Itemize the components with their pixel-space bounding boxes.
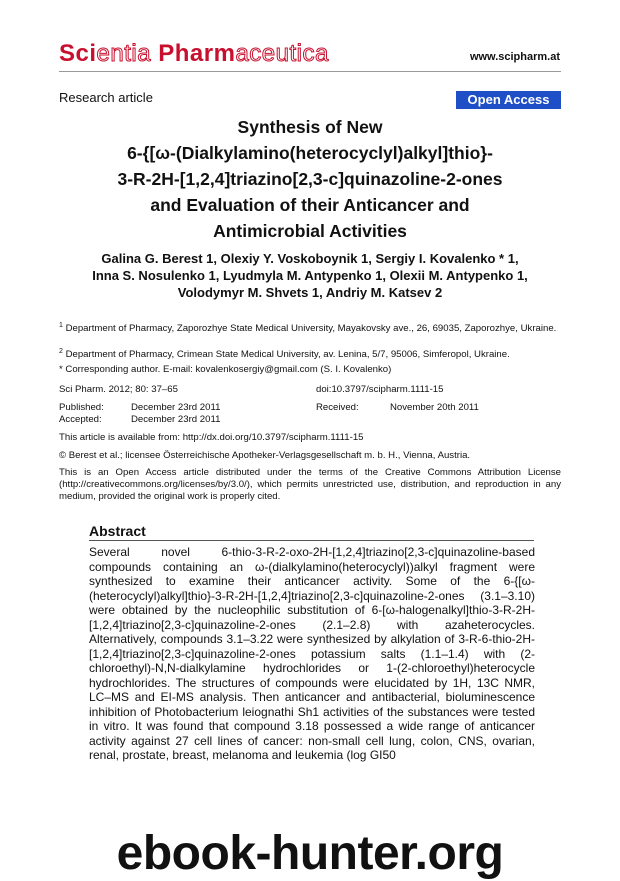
author-list <box>59 250 561 301</box>
published-date: December 23rd 2011 <box>131 402 221 413</box>
authors-line-3: Volodymyr M. Shvets 1, Andriy M. Katsev 2 <box>177 285 443 300</box>
authors-line-2: Inna S. Nosulenko 1, Lyudmyla M. Antypenko 1, Olexii M. Antypenko 1, <box>92 268 528 283</box>
journal-website[interactable]: www.scipharm.at <box>469 51 560 63</box>
title-line-4: and Evaluation of their Anticancer and <box>150 195 470 215</box>
received-date: November 20th 2011 <box>390 402 479 413</box>
accepted-label: Accepted: <box>59 414 102 425</box>
open-access-badge: Open Access <box>456 91 561 109</box>
abstract-text: Several novel 6-thio-3-R-2-oxo-2H-[1,2,4]triazino[2,3-c]quinazoline-based compounds containing an ω-(dialkylamino(heterocyclyl))alkyl fragment were synthesized to examine their anticancer activity. Some of the 6-{[ω-(heterocyclyl)alkyl]thio}-3-R-2H-[1,2,4]triazino[2,3-c]quinazoline-2-ones (3.1–3.10) were obtained by the nucleophilic substitution of 6-[ω-halogenalkyl]thio-3-R-2H-[1,2,4]triazino[2,3-c]quinazoline-2-ones (2.1–2.8) with azaheterocycles. Alternatively, compounds 3.1–3.22 were synthesized by alkylation of 3-R-6-thio-2H-[1,2,4]triazino[2,3-c]quinazoline-2-ones potassium salts (1.1–1.4) with (2-chloroethyl)-N,N-dialkylamine hydrochlorides or 1-(2-chloroethyl)heterocycle hydrochlorides. The structures of compounds were elucidated by 1H, 13C NMR, LC–MS and EI-MS analysis. Then anticancer and antibacterial, bioluminescence inhibition of Photobacterium leiognathi Sh1 activities of the substances were tested in vitro. It was found that compound 3.18 possessed a wide range of anticancer activity against 27 cell lines of cancer: non-small cell lung, colon, CNS, ovarian, renal, prostate, breast, melanoma and leukemia (log GI50 <box>89 545 535 762</box>
journal-logo <box>59 40 329 68</box>
title-line-2: 6-{[ω-(Dialkylamino(heterocyclyl)alkyl]thio}- <box>127 143 493 163</box>
received-label: Received: <box>316 402 359 413</box>
journal-logo-part1: Sci <box>59 40 97 67</box>
affiliation-1: $^1$ Department of Pharmacy, Zaporozhye State Medical University, Mayakovsky ave., 26, 69035, Zaporozhye, Ukraine. <box>59 322 557 335</box>
journal-logo-part4: aceutica <box>235 40 329 67</box>
abstract-divider <box>89 540 534 541</box>
license-notice: This is an Open Access article distributed under the terms of the Creative Commons Attribution License (http://creativecommons.org/licenses/by/3.0/), which permits unrestricted use, distribution, and reproduction in any medium, provided the original work is properly cited. <box>59 467 561 502</box>
article-title <box>59 114 561 244</box>
affiliation-2: $^2$ Department of Pharmacy, Crimean State Medical University, av. Lenina, 5/7, 95006, Simferopol, Ukraine. <box>59 348 510 361</box>
title-line-1: Synthesis of New <box>237 117 383 137</box>
journal-logo-part2: entia <box>96 40 152 67</box>
availability-notice: This article is available from: http://dx.doi.org/10.3797/scipharm.1111-15 <box>59 432 364 443</box>
article-type: Research article <box>59 90 153 105</box>
copyright-notice: © Berest et al.; licensee Österreichische Apotheker-Verlagsgesellschaft m. b. H., Vienna, Austria. <box>59 450 471 461</box>
accepted-date: December 23rd 2011 <box>131 414 221 425</box>
corresponding-author: * Corresponding author. E-mail: kovalenkosergiy@gmail.com (S. I. Kovalenko) <box>59 364 392 375</box>
doi[interactable]: doi:10.3797/scipharm.1111-15 <box>316 384 444 395</box>
watermark-text: ebook-hunter.org <box>116 827 504 880</box>
citation: Sci Pharm. 2012; 80: 37–65 <box>59 384 178 395</box>
journal-logo-part3: Pharm <box>151 40 236 67</box>
authors-line-1: Galina G. Berest 1, Olexiy Y. Voskoboynik 1, Sergiy I. Kovalenko * 1, <box>101 251 519 266</box>
header-divider <box>59 71 561 72</box>
published-label: Published: <box>59 402 104 413</box>
title-line-3: 3-R-2H-[1,2,4]triazino[2,3-c]quinazoline-2-ones <box>117 169 503 189</box>
abstract-heading: Abstract <box>89 523 146 539</box>
title-line-5: Antimicrobial Activities <box>213 221 407 241</box>
